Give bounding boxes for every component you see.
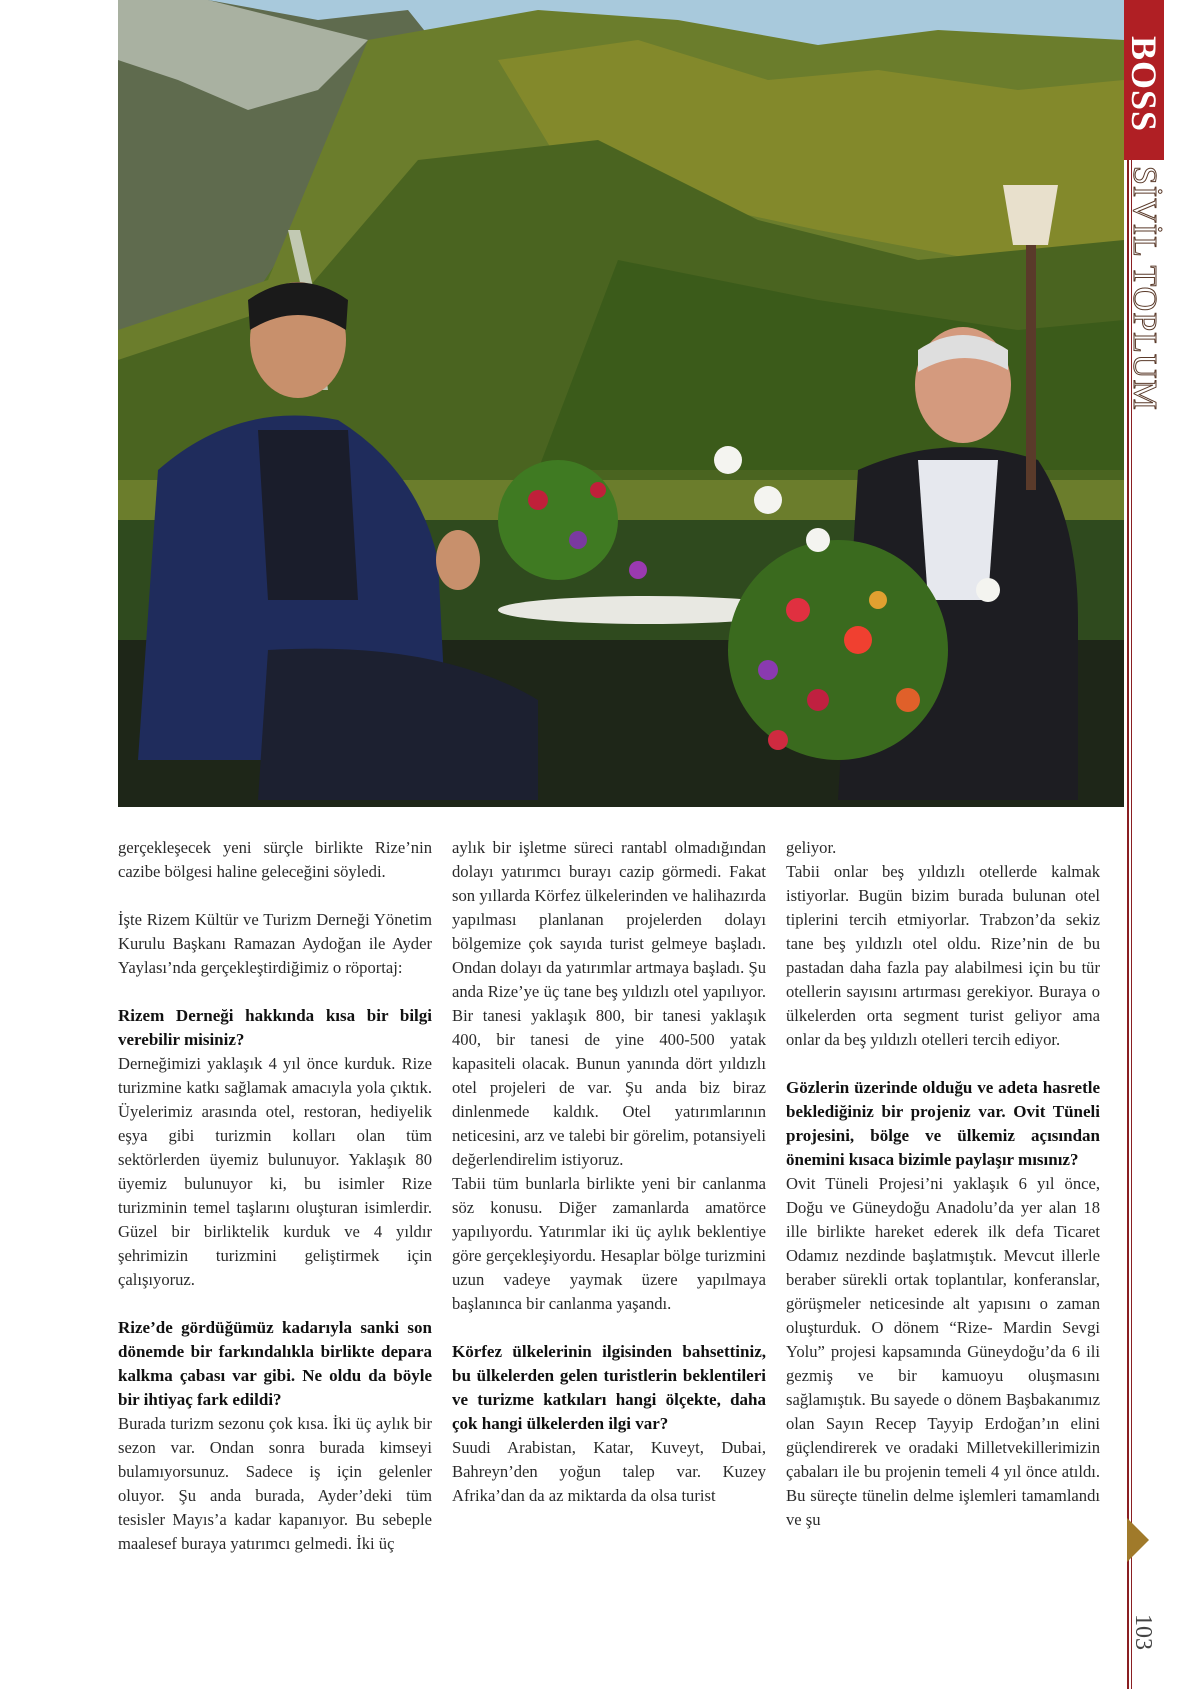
interview-answer: Burada turizm sezonu çok kısa. İki üç aylık bir sezon var. Ondan sonra burada kimseyi bulamıyorsunuz. Sadece iş için gelenler oluyor. Şu anda burada, Ayder’deki tüm tesisler Mayıs’a kadar kapanıyor. Bu sebeple maalesef buraya yatırımcı gelmedi. İki üç	[118, 1414, 432, 1553]
interview-answer: Suudi Arabistan, Katar, Kuveyt, Dubai, Bahreyn’den yoğun talep var. Kuzey Afrika’dan da az miktarda da olsa turist	[452, 1438, 766, 1505]
interview-photo-illustration	[118, 0, 1124, 807]
article-column-3	[786, 836, 1100, 1532]
brand-logo: BOSS	[1124, 36, 1164, 133]
page-number: 103	[1130, 1614, 1156, 1650]
paragraph: aylık bir işletme süreci rantabl olmadığından dolayı yatırımcı burayı cazip görmedi. Fakat son yıllarda Körfez ülkelerinden ve halihazırda yapılması planlanan projelerden dolayı bölgemize çok sayıda turist gelmeye başladı. Ondan dolayı da yatırımlar artmaya başladı. Şu anda Rize’ye üç tane beş yıldızlı otel yapılıyor. Bir tanesi yaklaşık 800, bir tanesi yaklaşık 400, bir tanesi de yine 400-500 yatak kapasiteli olacak. Bunun yanında dört yıldızlı otel projeleri de var. Şu anda biz biraz dinlenmede kaldık. Otel yatırımlarının neticesini, arz ve talebi bir görelim, potansiyeli değerlendirelim istiyoruz.	[452, 838, 766, 1169]
interview-answer: Derneğimizi yaklaşık 4 yıl önce kurduk. Rize turizmine katkı sağlamak amacıyla yola çıktık. Üyelerimiz arasında otel, restoran, hediyelik eşya gibi turizmin kolları olan tüm sektörlerden üyemiz bulunuyor. Yaklaşık 80 üyemiz bulunuyor ki, bu isimler Rize turizminin temel taşlarını oluşturan isimlerdir. Güzel bir birliktelik kurduk ve 4 yıldır şehrimizin turizmini geliştirmek için çalışıyoruz.	[118, 1054, 432, 1289]
article-column-1	[118, 836, 432, 1556]
interview-question: Körfez ülkelerinin ilgisinden bahsettiniz, bu ülkelerden gelen turistlerin beklentileri ve turizme katkıları hangi ölçekte, daha çok hangi ülkelerden ilgi var?	[452, 1342, 766, 1433]
triangle-right-icon	[1127, 1518, 1149, 1562]
interview-question: Gözlerin üzerinde olduğu ve adeta hasretle beklediğiniz bir projeniz var. Ovit Tüneli projesini, bölge ve ülkemiz açısından önemini kısaca bizimle paylaşır mısınız?	[786, 1078, 1100, 1169]
interview-question: Rizem Derneği hakkında kısa bir bilgi verebilir misiniz?	[118, 1006, 432, 1049]
paragraph: gerçekleşecek yeni sürçle birlikte Rize’nin cazibe bölgesi haline geleceğini söyledi.	[118, 838, 432, 881]
paragraph: geliyor.	[786, 838, 837, 857]
interview-question: Rize’de gördüğümüz kadarıyla sanki son dönemde bir farkındalıkla birlikte depara kalkma çabası var gibi. Ne oldu da böyle bir ihtiyaç fark edildi?	[118, 1318, 432, 1409]
article-column-2	[452, 836, 766, 1508]
paragraph: Tabii tüm bunlarla birlikte yeni bir canlanma söz konusu. Diğer zamanlarda amatörce yapılıyordu. Yatırımlar iki üç aylık beklentiye göre gerçekleşiyordu. Hesaplar bölge turizmini uzun vadeye yaymak üzere yapılmaya başlanınca bir canlanma yaşandı.	[452, 1174, 766, 1313]
interview-answer: Ovit Tüneli Projesi’ni yaklaşık 6 yıl önce, Doğu ve Güneydoğu Anadolu’da yer alan 18 ille birlikte hareket ederek ilk defa Ticaret Odamız nezdinde başlatmıştık. Mevcut illerle beraber sürekli ortak toplantılar, konferanslar, görüşmeler neticesinde alt yapısını o zaman oluşturduk. O dönem “Rize- Mardin Sevgi Yolu” projesi kapsamında Güneydoğu’da 6 ili gezmiş ve bir kamuoyu oluşmasını sağlamıştık. Bu sayede o dönem Başbakanımız olan Sayın Recep Tayyip Erdoğan’ın elini güçlendirerek ve oradaki Milletvekillerimizin çabaları ile bu projenin temeli 4 yıl önce atıldı. Bu süreçte tünelin delme işlemleri tamamlandı ve şu	[786, 1174, 1100, 1529]
paragraph: İşte Rizem Kültür ve Turizm Derneği Yönetim Kurulu Başkanı Ramazan Aydoğan ile Ayder Yaylası’nda gerçekleştirdiğimiz o röportaj:	[118, 910, 432, 977]
feature-photo	[118, 0, 1124, 807]
paragraph: Tabii onlar beş yıldızlı otellerde kalmak istiyorlar. Bugün bizim burada bulunan otel tiplerini tercih etmiyorlar. Trabzon’da sekiz tane beş yıldızlı otel oldu. Rize’nin de bu pastadan daha fazla pay alabilmesi için bu tür otellerin sayısını artırması gerekiyor. Buraya o ülkelerden orta segment turist geliyor ama onlar da beş yıldızlı otelleri tercih ediyor.	[786, 862, 1100, 1049]
section-title: SİVİL TOPLUM	[1126, 166, 1163, 411]
